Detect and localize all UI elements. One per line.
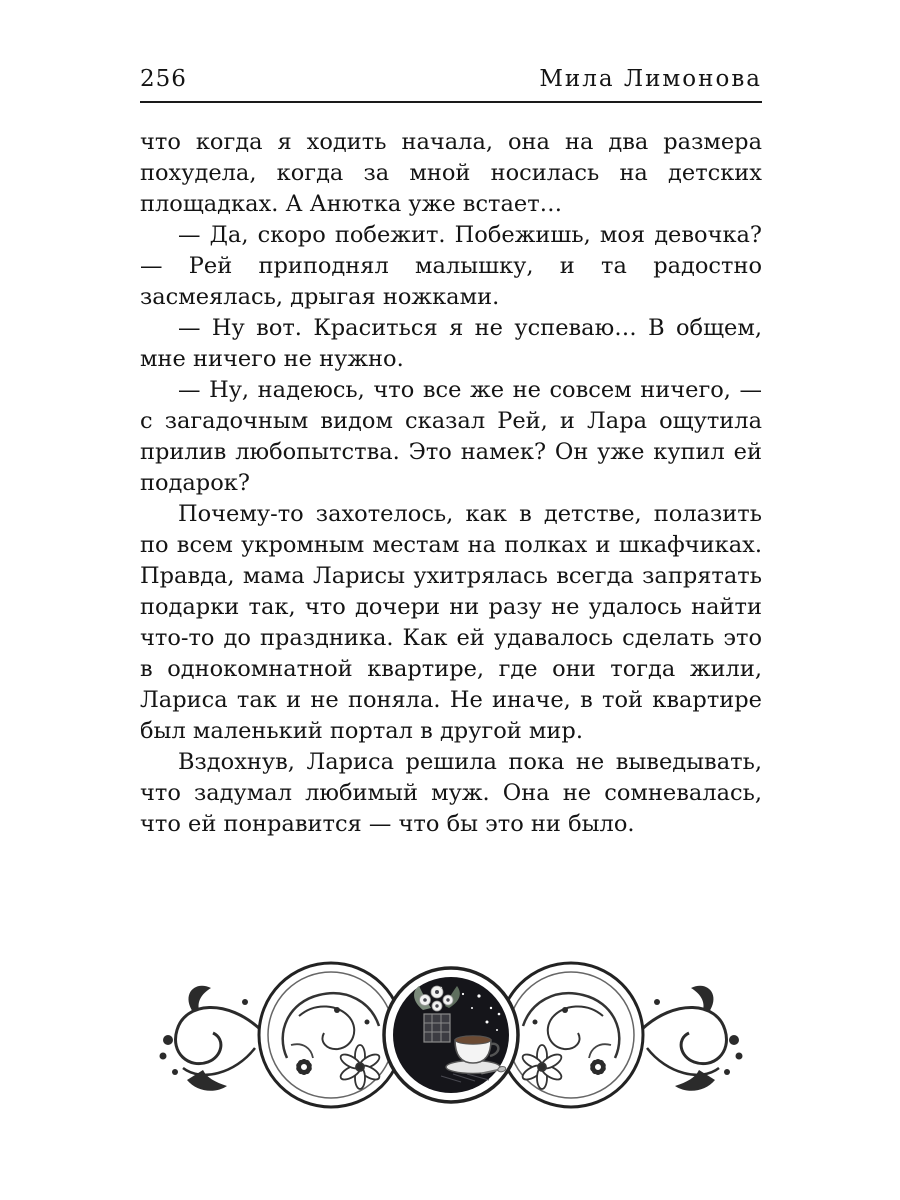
paragraph: Вздохнув, Лариса решила пока не выведывать, что задумал любимый муж. Она не сомневалась, что ей понравится — что бы это ни было. xyxy=(140,749,762,837)
paragraph: — Ну, надеюсь, что все же не совсем ничего, — с загадочным видом сказал Рей, и Лара ощутила прилив любопытства. Это намек? Он уже купил ей подарок? xyxy=(140,377,762,496)
body-text xyxy=(140,127,762,840)
ornament-graphic xyxy=(141,950,761,1125)
chapter-end-ornament xyxy=(140,950,762,1125)
center-vignette xyxy=(384,968,518,1102)
page-header xyxy=(140,66,762,92)
page-number: 256 xyxy=(140,66,187,92)
header-rule xyxy=(140,101,762,103)
paragraph: — Да, скоро побежит. Побежишь, моя девочка? — Рей приподнял малышку, и та радостно засмеялась, дрыгая ножками. xyxy=(140,222,762,310)
paragraph: что когда я ходить начала, она на два размера похудела, когда за мной носилась на детских площадках. А Анютка уже встает… xyxy=(140,129,762,217)
paragraph: Почему-то захотелось, как в детстве, полазить по всем укромным местам на полках и шкафчиках. Правда, мама Ларисы ухитрялась всегда запрятать подарки так, что дочери ни разу не удалось найти что-то до праздника. Как ей удавалось сделать это в однокомнатной квартире, где они тогда жили, Лариса так и не поняла. Не иначе, в той квартире был маленький портал в другой мир. xyxy=(140,501,762,744)
running-title: Мила Лимонова xyxy=(539,66,762,92)
paragraph: — Ну вот. Краситься я не успеваю… В общем, мне ничего не нужно. xyxy=(140,315,762,372)
